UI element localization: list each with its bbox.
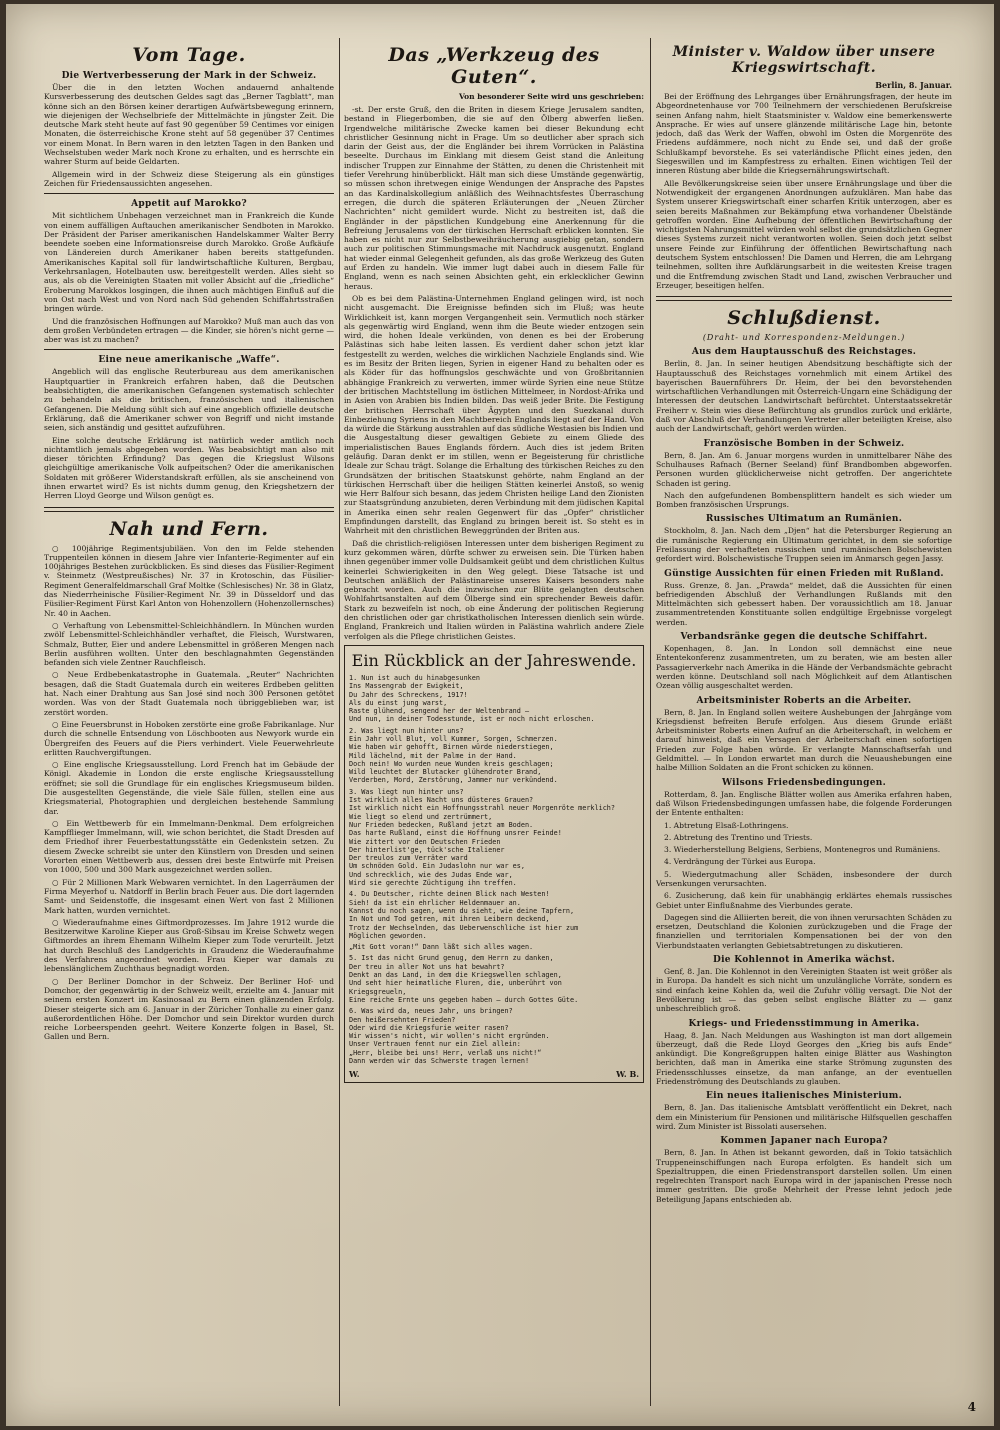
article-paragraph: Daß die christlich-religiösen Interessen unter dem bisherigen Regiment zu kurz gekommen wären, dürfte schwer zu erweisen sein. Die Türken haben ihnen gegenüber immer volle Duldsamkeit geübt und dem christlichen Kultus keinerlei Schwierigkeiten in den Weg gelegt. Diese Tatsache ist und Deutschen anläßlich der Palästinareise unseres Kaisers besonders nahe gebracht worden. Auch die inzwischen zur Blüte gelangten deutschen Wohlfahrtsanstalten auf dem Ölberge sind ein sprechender Beweis dafür. Stark zu bezweifeln ist noch, ob eine Änderung der politischen Regierung den christlichen oder gar christkatholischen Interessen dienlich sein würde. England, Frankreich und Italien würden in Palästina wahrlich andere Ziele verfolgen als die Pflege christlichen Geistes. [344, 538, 644, 641]
list-item: 1. Abtretung Elsaß-Lothringens. [664, 820, 789, 830]
news-item: ○ Wiederaufnahme eines Giftmordprozesses. Im Jahre 1912 wurde die Besitzerwitwe Karoline Kieper aus Groß-Sibsau im Kreise Schwetz wegen Giftmordes an ihrem Ehemann Wilhelm Kieper zum Tode verurteilt. Jetzt hat durch Beschluß des Landgerichts in Graudenz die Wiederaufnahme des Verfahrens angeordnet worden. Frau Kieper war damals zu lebenslänglichem Zuchthaus begnadigt worden. [44, 917, 334, 974]
section-title: Schlußdienst. [727, 307, 881, 330]
column-divider [339, 38, 340, 1406]
article-heading: Kriegs- und Friedensstimmung in Amerika. [688, 1018, 920, 1029]
column-divider [650, 38, 651, 1406]
article-paragraph: Bern, 8. Jan. In England sollen weitere Aushebungen der Jahrgänge vom Kriegsdienst befreiten Berufe erfolgen. Aus diesem Grunde erläßt Arbeitsminister Roberts einen Aufruf an die Arbeiterschaft, in welchem er darauf hinweist, daß ein Versagen der Arbeiterschaft einen sofortigen Frieden zur Folge haben würde. Er verlangte Mannschaftserfah und Geldmittel. — In London erwartet man durch die Neuaushebungen eine halbe Million Soldaten an die Front schicken zu können. [656, 707, 952, 773]
divider [44, 193, 334, 194]
poem-box [344, 645, 644, 1083]
poem-signature [349, 1069, 639, 1079]
poem-stanza: 2. Was liegt nun hinter uns? Ein Jahr voll Blut, voll Kummer, Sorgen, Schmerzen. Wie haben wir gehofft, Birnen würde niederstiegen, Mild lächelnd, mit der Palme in der Hand. Doch nein! Wo wurden neue Wunden kreis geschlagen; Wild leuchtet der Blutacker glühendroter Brand, Verderben, Mord, Zerstörung, Jammer nur verkündend. [349, 726, 558, 785]
poem-stanza: 5. Ist das nicht Grund genug, dem Herrn zu danken, Der treu in aller Not uns hat bewahrt? Denkt an das Land, in dem die Kriegswellen schlagen, Und seht hier heimatliche Fluren, die, unberührt von Kriegsgreueln, Eine reiche Ernte uns gegeben haben — durch Gottes Güte. [349, 954, 579, 1004]
article-paragraph: Angeblich will das englische Reuterbureau aus dem amerikanischen Hauptquartier in Frankreich erfahren haben, daß die Deutschen beabsichtigten, die amerikanischen Gefangenen systematisch schlechter zu behandeln als die britischen, französischen und italienischen Gefangenen. Die Meldung sühlt sich auf eine angeblich offizielle deutsche Erklärung, daß die Amerikaner schwer von Begriff und nicht imstande seien, sich anständig und gesittet aufzuführen. [44, 367, 334, 433]
divider [44, 507, 334, 512]
news-item: ○ Der Berliner Domchor in der Schweiz. Der Berliner Hof- und Domchor, der gegenwärtig in der Schweiz weilt, erzielte am 4. Januar mit seinem ersten Konzert im Kasinosaal zu Bern einen glänzenden Erfolg. Dieser steigerte sich am 6. Januar in der Züricher Tonhalle zu einer ganz außerordentlichen Höhe. Der Domchor und sein Direktor wurden durch reiche Lorbeerspenden geehrt. Weitere Konzerte folgen in Basel, St. Gallen und Bern. [44, 976, 334, 1042]
article-paragraph: Bei der Eröffnung des Lehrganges über Ernährungsfragen, der heute im Abgeordnetenhause vor 700 Teilnehmern der verschiedenen Berufskreise seinen Anfang nahm, hielt Staatsminister v. Waldow eine bemerkenswerte Ansprache. Er wies auf unsere glänzende militärische Lage hin, betonte jedoch, daß das Werk der Waffen, obwohl im Osten die Morgenröte des Friedens aufdämmere, noch nicht zu Ende sei, und daß der große Schlußkampf bevorstehe. Es sei vaterländische Pflicht eines jeden, den Siegeswillen und im Kampfestress zu erhalten. Einen wichtigen Teil der inneren Rüstung aber bilde die Kriegsernährungswirtschaft. [656, 92, 952, 176]
poem [349, 674, 639, 1065]
column-right [656, 38, 952, 1406]
article-heading: Die Wertverbesserung der Mark in der Schweiz. [61, 71, 317, 81]
divider [44, 349, 334, 350]
news-item: ○ Ein Wettbewerb für ein Immelmann-Denkmal. Dem erfolgreichen Kampfflieger Immelmann, will, wie schon berichtet, die Stadt Dresden auf dem Friedhof ihrer Feuerbestattungsstätte ein Gedenkstein setzen. Zu diesem Zwecke schreibt sie unter den Künstlern von Dresden und seinen Vororten einen Wettbewerb aus, dessen drei beste Entwürfe mit Preisen von 1000, 500 und 300 Mark ausgezeichnet werden sollen. [44, 818, 334, 875]
list-item: 3. Wiederherstellung Belgiens, Serbiens, Montenegros und Rumäniens. [664, 845, 941, 855]
article-paragraph: Und die französischen Hoffnungen auf Marokko? Muß man auch das von dem großen Verbündeten ertragen — die Kinder, sie hören's nicht gerne — aber was ist zu machen? [44, 316, 334, 345]
article-paragraph: Kopenhagen, 8. Jan. In London soll demnächst eine neue Ententekonferenz zusammentreten, um zu beraten, wie am besten aller Passagierverkehr nach Amerika in die Hände der Verbandsmächte gebracht werden könne. Deutschland soll nach Möglichkeit auf dem Atlantischen Ozean völlig ausgeschaltet werden. [656, 644, 952, 691]
article-paragraph: Ob es bei dem Palästina-Unternehmen England gelingen wird, ist noch nicht ausgemacht. Die Ereignisse befinden sich im Fluß; was heute Wirklichkeit ist, kann morgen Vergangenheit sein. Vermutlich noch stärker als gegenwärtig wird England, wenn ihm die Beute wieder entzogen sein wird, die hohen Ideale verkünden, von denen es bei der Eroberung Palästinas sich habe leiten lassen. Es verdient daher schon jetzt klar festgestellt zu werden, welches die wirklichen Nachziele Englands sind. Wie es im Besitz der Briten liegen, Syrien in eigener Hand zu behalten oder es als Köder für das hoffnungslos geschwächte und von Großbritannien abhängige Frankreich zu verwerten, immer würde Syrien eine neue Stütze der britischen Machtstellung im östlichen Mittelmeer, in Nordost-Afrika und in Asien von Arabien bis Indien bilden. Das weiß jeder Brite. Die Festigung der britischen Herrschaft über Ägypten und den Suezkanal durch Einbeziehung Syriens in den Machtbereich Englands liegt auf der Hand. Von da würde die Stärkung ausstrahlen auf das südliche Westasien bis Indien und die Ausgestaltung dieser gewaltigen Gebiete zu einem Gliede des imperialistischen Baues Englands fördern. Auch dies ist jedem Briten geläufig. Daran denkt er im stillen, wenn er Begeisterung für christliche Ideale zur Schau trägt. Solange die Erhaltung des türkischen Reiches zu den Grundsätzen der britischen Staatskunst gehörte, nahm England an der türkischen Herrschaft über die heiligen Stätten keinerlei Anstoß, so wenig wie Herr Balfour sich besann, das jedem Christen heilige Land den Zionisten zur Staatsgründung anzubieten, deren Verbindung mit dem jüdischen Kapital in Amerika einen sehr realen Gegenwert für das „Opfer“ christlicher Empfindungen darstellt, das England zu bringen bereit ist. So steht es in Wahrheit mit den christlichen Beweggründen der Briten aus. [344, 293, 644, 536]
list-item: 5. Wiedergutmachung aller Schäden, insbesondere der durch Versenkungen verursachten. [656, 869, 952, 888]
article-paragraph: -st. Der erste Gruß, den die Briten in diesem Kriege Jerusalem sandten, bestand in Fliegerbomben, die sie auf den Ölberg abwerfen ließen. Irgendwelche militärische Zwecke kamen bei dieser Bekundung echt christlicher Gesinnung nicht in Frage. Um so deutlicher aber sprach sich darin der Geist aus, der die Engländer bei ihrem Vorrücken in Palästina beseelte. Durchaus im Einklang mit diesem Geist stand die Anleitung indischer Truppen zur Einnahme der Stätten, zu denen die Christenheit mit tiefer Verehrung hinüberblickt. Hält man sich diese Umstände gegenwärtig, so müssen schon ihretwegen einige Wendungen der Ansprache des Papstes an das Kardinalskollegium anläßlich des Weihnachtsfestes Überraschung erregen, die durch die späteren Erläuterungen der „Neuen Zürcher Nachrichten“ nicht gemildert wurde. Nicht zu bestreiten ist, daß die Engländer in der päpstlichen Kundgebung eine Anerkennung für die Befreiung Jerusalems von der türkischen Herrschaft erblicken konnten. Sie haben es nicht nur zur Selbstbeweihräucherung ausgiebig getan, sondern auch zur politischen Stimmungsmache mit Nachdruck ausgenutzt. England hat wieder einmal Gelegenheit gefunden, als das große Werkzeug des Guten auf Erden zu handeln. Wie immer lugt dabei auch in diesem Falle für England, wenn es nach seinen Absichten geht, ein erklecklicher Gewinn heraus. [344, 105, 644, 291]
poem-stanza: „Mit Gott voran!“ Dann läßt sich alles wagen. [349, 943, 534, 952]
section-title: Nah und Fern. [109, 517, 269, 540]
article-heading: Wilsons Friedensbedingungen. [721, 777, 887, 788]
article-paragraph: Berlin, 8. Jan. In seiner heutigen Abendsitzung beschäftigte sich der Hauptausschuß des Reichstages vornehmlich mit einem Artikel des bayerischen Bauernführers Dr. Heim, der bei den bevorstehenden wirtschaftlichen Verhandlungen mit Österreich-Ungarn eine Schädigung der Interessen der deutschen Landwirtschaft befürchtet. Unterstaatssekretär Freiherr v. Stein wies diese Befürchtung als grundlos zurück und erklärte, daß vor Abschluß der Verhandlungen Vertreter aller beteiligten Kreise, also auch der Landwirtschaft, gehört werden würden. [656, 359, 952, 434]
article-paragraph: Stockholm, 8. Jan. Nach dem „Djen“ hat die Petersburger Regierung an die rumänische Regierung ein Ultimatum gerichtet, in dem sie sofortige Freilassung der verhafteten russischen und rumänischen Bolschewisten gefordert wird. Bolschewistische Truppen seien im Anmarsch gegen Jassy. [656, 526, 952, 564]
section-title: Vom Tage. [132, 44, 246, 66]
article-title: Das „Werkzeug des Guten“. [388, 44, 600, 88]
news-item: ○ Eine Feuersbrunst in Hoboken zerstörte eine große Fabrikanlage. Nur durch die schnelle Entsendung von Löschbooten aus Newyork wurde ein Übergreifen des Feuers auf die Piers verhindert. Viele Feuerwehrleute erlitten Rauchvergiftungen. [44, 719, 334, 757]
column-middle [344, 38, 644, 1406]
article-heading: Ein neues italienisches Ministerium. [705, 1091, 903, 1102]
news-item: ○ Neue Erdbebenkatastrophe in Guatemala. „Reuter“ Nachrichten besagen, daß die Stadt Guatemala durch ein weiteres Erdbeben gelitten hat. Nach einer Drahtung aus San José sind noch 300 Personen getötet worden. Was von der Stadt Guatemala noch übriggeblieben war, ist zerstört worden. [44, 670, 334, 717]
signature-right: W. B. [616, 1069, 639, 1080]
article-heading: Aus dem Hauptausschuß des Reichstages. [691, 347, 917, 358]
news-item: ○ Verhaftung von Lebensmittel-Schleichhändlern. In München wurden zwölf Lebensmittel-Schleichhändler verhaftet, die Fleisch, Wurstwaren, Schmalz, Butter, Eier und andere Lebensmittel in größeren Mengen nach Berlin ausführen wollten. Unter den beschlagnahmten Gegenständen befanden sich viele Zentner Rauchfleisch. [44, 620, 334, 668]
article-paragraph: Eine solche deutsche Erklärung ist natürlich weder amtlich noch nichtamtlich jemals abgegeben worden. Was beabsichtigt man also mit dieser törichten Erfindung? Das gegen die Kriegslust Wilsons gleichgültige amerikanische Volk aufpeitschen? Oder die amerikanischen Soldaten mit größerer Widerstandskraft erfüllen, als sie anscheinend von ihnen erwartet wird? Es ist nichts dumm genug, den Kriegshetzern der Herren Lloyd George und Wilson genügt es. [44, 435, 334, 501]
article-heading: Russisches Ultimatum an Rumänien. [705, 514, 903, 525]
article-paragraph: Allgemein wird in der Schweiz diese Steigerung als ein günstiges Zeichen für Friedensaussichten angesehen. [44, 169, 334, 188]
article-paragraph: Über die in den letzten Wochen andauernd anhaltende Kursverbesserung des deutschen Geldes sagt das „Berner Tagblatt“, man könne sich an den Börsen keiner derartigen Aufwärtsbewegung erinnern, wie diejenigen der Wechselbriefe der Mittelmächte in jüngster Zeit. Die deutsche Mark steht heute auf fast 90 gegenüber 59 Centimes vor einigen Monaten, die österreichische Krone steht auf 58 gegenüber 37 Centimes vor einem Monat. In Bern waren in den letzten Tagen in den Banken und Wechselstuben weder Mark noch Krone zu erhalten, und es herrschte ein wahrer Sturm auf beide Geldarten. [44, 83, 334, 167]
list-item: 4. Verdrängung der Türkei aus Europa. [664, 857, 816, 867]
list-item: 2. Abtretung des Trentino und Triests. [664, 832, 813, 842]
article-heading: Eine neue amerikanische „Waffe“. [98, 355, 280, 366]
article-heading: Die Kohlennot in Amerika wächst. [712, 955, 896, 966]
article-paragraph: Mit sichtlichem Unbehagen verzeichnet man in Frankreich die Kunde von einem auffälligen Auftauchen amerikanischer Sendboten in Marokko. Der Präsident der Pariser amerikanischen Handelskammer Walter Berry beendete soeben eine Informationsreise durch Marokko. Große Aufkäufe von Ländereien durch Amerikaner haben bereits stattgefunden. Amerikanisches Kapital soll für landwirtschaftliche Kulturen, Bergbau, Verkehrsanlagen, Hotelbauten usw. bereitgestellt werden. Alles sieht so aus, als ob die Vereinigten Staaten mit voller Absicht auf die „friedliche“ Eroberung Marokkos losgingen, die ihnen auch mächtigen Einfluß auf die von Ost nach West und von Nord nach Süd gehenden Schiffahrtsstraßen bringen würde. [44, 211, 334, 314]
byline: Von besonderer Seite wird uns geschrieben: [459, 92, 644, 101]
dateline: Berlin, 8. Januar. [875, 80, 952, 90]
article-heading: Kommen Japaner nach Europa? [720, 1136, 888, 1147]
news-item: ○ Eine englische Kriegsausstellung. Lord French hat im Gebäude der Königl. Akademie in London die erste englische Kriegsausstellung eröffnet; sie soll die Grundlage für ein englisches Kriegsmuseum bilden. Die ausgestellten Gegenstände, die viele Säle füllen, stellen eine aus Kriegsmaterial, Photographien und dergleichen bestehende Sammlung dar. [44, 760, 334, 816]
poem-stanza: 6. Was wird da, neues Jahr, uns bringen? Den heißersehnten Frieden? Oder wird die Kriegsfurie weiter rasen? Wir wissen's nicht, wir wollen's nicht ergründen. Unser Vertrauen fennt nur ein Ziel allein: „Herr, bleibe bei uns! Herr, verlaß uns nicht!“ Dann werden wir das Schwerste tragen lernen! [349, 1007, 550, 1065]
article-paragraph: Bern, 8. Jan. Am 6. Januar morgens wurden in unmittelbarer Nähe des Schulhauses Rafnach (Berner Seeland) fünf Brandbomben abgeworfen. Personen wurden glücklicherweise nicht getroffen. Der angerichtete Schaden ist gering. [656, 450, 952, 488]
newspaper-page [6, 4, 994, 1426]
article-paragraph: Bern, 8. Jan. Das italienische Amtsblatt veröffentlicht ein Dekret, nach dem ein Ministerium für Pensionen und militärische Hilfsquellen geschaffen wird. Zum Minister ist Bissolati ausersehen. [656, 1103, 952, 1131]
article-paragraph: Nach den aufgefundenen Bombensplittern handelt es sich wieder um Bomben französischen Ursprungs. [656, 490, 952, 510]
news-item: ○ Für 2 Millionen Mark Webwaren vernichtet. In den Lagerräumen der Firma Meyerhof u. Natdorff in Berlin brach Feuer aus. Die dort lagernden Samt- und Seidenstoffe, die insgesamt einen Wert von fast 2 Millionen Mark hatten, wurden vernichtet. [44, 877, 334, 915]
poem-stanza: 1. Nun ist auch du hinabgesunken Ins Massengrab der Ewigkeit, Du Jahr des Schreckens, 1917! Als du einst jung warst, Raste glühend, sengend her der Weltenbrand — Und nun, in deiner Todesstunde, ist er noch nicht erloschen. [349, 673, 595, 724]
article-heading: Appetit auf Marokko? [131, 199, 247, 210]
poem-title: Ein Rückblick an der Jahreswende. [351, 650, 637, 670]
article-paragraph: Rotterdam, 8. Jan. Englische Blätter wollen aus Amerika erfahren haben, daß Wilson Friedensbedingungen umfassen habe, die folgende Forderungen der Entente enthalten: [656, 789, 952, 818]
article-paragraph: Haag, 8. Jan. Nach Meldungen aus Washington ist man dort allgemein überzeugt, daß die Rede Lloyd Georges den „Krieg bis aufs Ende“ ankündigt. Die Kongreßgruppen halten einige Blätter aus Washington berichten, daß man in Amerika eine starke Strömung zugunsten des Friedensschlusses einsetze, da man anfange, an der eventuellen Friedenströmung des Deutschlands zu glauben. [656, 1030, 952, 1087]
article-paragraph: Dagegen sind die Alliierten bereit, die von ihnen verursachten Schäden zu ersetzen, Deutschland die Kolonien zurückzugeben und die Frage der finanziellen und territorialen Kompensationen bei der von den Vierbundstaaten verlangten Gebietsabtretungen zu diskutieren. [656, 912, 952, 950]
article-heading: Französische Bomben in der Schweiz. [703, 438, 905, 449]
article-paragraph: Bern, 8. Jan. In Athen ist bekannt geworden, daß in Tokio tatsächlich Truppeneinschiffungen nach Europa erfolgten. Es handelt sich um Spezialtruppen, die einen Friedenstransport darstellen sollen. Um einen regelrechten Transport nach Europa wird in der japanischen Presse noch immer gestritten. Die große Mehrheit der Presse lehnt jedoch jede Beteiligung Japans entschieden ab. [656, 1148, 952, 1204]
section-subtitle: (Draht- und Korrespondenz-Meldungen.) [702, 333, 906, 343]
article-paragraph: Russ. Grenze, 8. Jan. „Prawda“ meldet, daß die Aussichten für einen befriedigenden Abschluß der Verhandlungen Rußlands mit den Mittelmächten sich gebessert haben. Der voraussichtlich am 18. Januar zusammentretenden Konstituante sollen endgültige Ergebnisse vorgelegt werden. [656, 580, 952, 627]
article-paragraph: Genf, 8. Jan. Die Kohlennot in den Vereinigten Staaten ist weit größer als in Europa. Da handelt es sich nicht um unzulängliche Vorräte, sondern es sind einfach keine Kohlen da, weil die Zufuhr völlig versagt. Die Not der Bevölkerung ist — das geben selbst englische Blätter zu — ganz unbeschreiblich groß. [656, 967, 952, 1014]
page-number: 4 [967, 1400, 976, 1414]
signature-left: W. [349, 1069, 360, 1080]
poem-stanza: 4. Du Deutscher, richte deinen Blick nach Westen! Sieh! da ist ein ehrlicher Heldenmauer an. Kannst du noch sagen, wenn du sieht, wie deine Tapfern, In Not und Tod getren, mit ihren Leibern deckend, Trotz der Wechselnden, das Ueberwenschliche ist hier zum Möglichen geworden. [349, 890, 579, 940]
article-title: Minister v. Waldow über unsere Kriegswirtschaft. [672, 44, 936, 76]
article-heading: Günstige Aussichten für einen Frieden mit Rußland. [664, 568, 944, 579]
column-left [44, 38, 334, 1406]
divider [656, 296, 952, 301]
list-item: 6. Zusicherung, daß kein für unabhängig erklärtes ehemals russisches Gebiet unter Einflußnahme des Vierbundes gerate. [656, 891, 952, 910]
article-heading: Verbandsränke gegen die deutsche Schiffahrt. [680, 632, 928, 643]
article-heading: Arbeitsminister Roberts an die Arbeiter. [696, 695, 912, 706]
news-item: ○ 100jährige Regimentsjubiläen. Von den im Felde stehenden Truppenteilen können in diesem Jahre vier Infanterie-Regimenter auf ein 100jähriges Bestehen zurückblicken. Es sind dieses das Füsilier-Regiment v. Steinmetz (Westpreußisches) Nr. 37 in Krotoschin, das Füsilier-Regiment Generalfeldmarschall Graf Moltke (Schlesisches) Nr. 38 in Glatz, das Niederrheinische Füsilier-Regiment Nr. 39 in Düsseldorf und das Füsilier-Regiment Fürst Karl Anton von Hohenzollern (Hohenzollernsches) Nr. 40 in Aachen. [44, 543, 334, 618]
article-paragraph: Alle Bevölkerungskreise seien über unsere Ernährungslage und über die Notwendigkeit der ergangenen Anordnungen aufzuklären. Man habe das System unserer Kriegswirtschaft einer scharfen Kritik unterzogen, aber es seien bereits Maßnahmen zur Bekämpfung etwa vorhandener Übelstände getroffen worden. Eine Aufhebung der öffentlichen Bewirtschaftung der wichtigsten Nahrungsmittel würden wohl selbst die grundsätzlichen Gegner dieses Systems zurzeit nicht verantworten wollen. Seien doch jetzt selbst unsere Feinde zur Einführung der öffentlichen Bewirtschaftung nach deutschem System entschlossen! Die Damen und Herren, die am Lehrgang teilnehmen, sollten ihre Aufklärungsarbeit in die weitesten Kreise tragen und die Entfremdung zwischen Stadt und Land, zwischen Verbraucher und Erzeuger, beseitigen helfen. [656, 178, 952, 290]
poem-stanza: 3. Was liegt nun hinter uns? Ist wirklich alles Nacht uns düsteres Grauen? Ist wirklich nicht ein Hoffnungsstrahl neuer Morgenröte merklich? Wie liegt so elend und zertrümmert, Nur Frieden bedecken, Rußland jetzt am Boden. Das harte Rußland, einst die Hoffnung unsrer Feinde! Wie zittert vor den Deutschen Frieden Der hinterlist'ge, tück'sche Italiener Der treulos zum Verräter ward Um schnöden Gold. Ein Judaslohn nur war es, Und schrecklich, wie des Judas Ende war, Wird sie gerechte Züchtigung ihn treffen. [349, 787, 615, 888]
